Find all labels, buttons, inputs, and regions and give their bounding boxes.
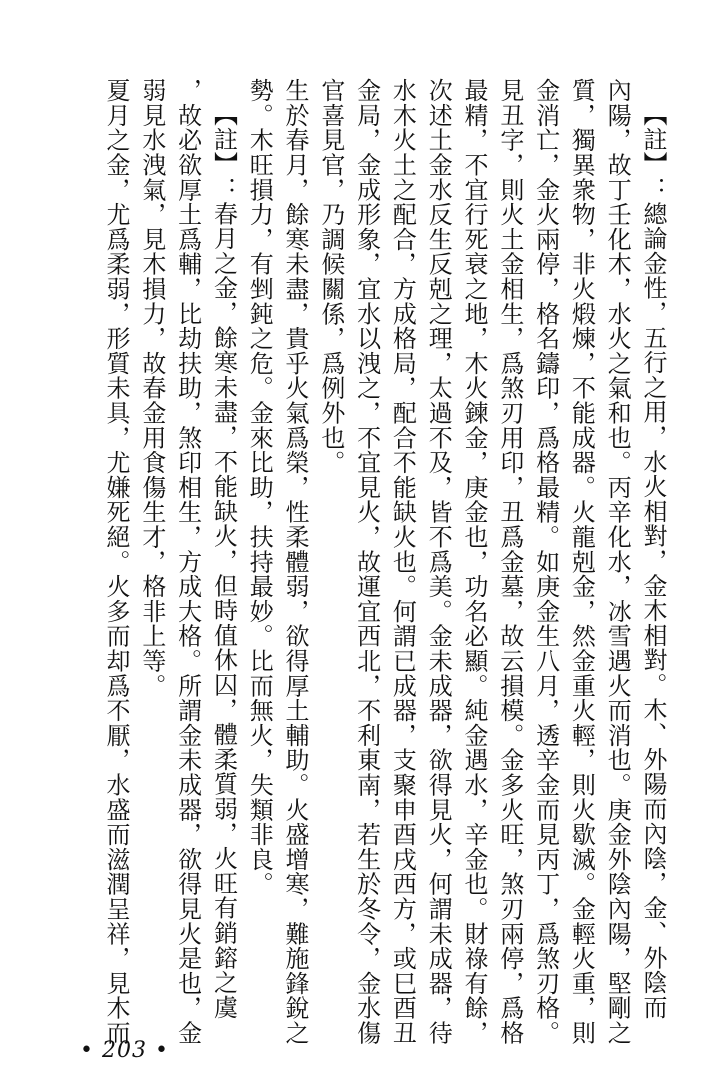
- text-column-8: 水木火土之配合，方成格局，配合不能缺火也。何謂已成器，支聚申酉戌西方，或巳酉丑: [388, 78, 417, 1046]
- text-column-9: 金局，金成形象，宜水以洩之，不宜見火，故運宜西北，不利東南，若生於冬令，金水傷: [352, 78, 381, 1046]
- folio-dot-right: •: [154, 1038, 169, 1063]
- text-column-7: 次述土金水反生反剋之理，太過不及，皆不爲美。金未成器，欲得見火，何謂未成器，待: [424, 78, 453, 1046]
- text-column-2: 內陽，故丁壬化木，水火之氣和也。丙辛化水，冰雪遇火而消也。庚金外陰內陽，堅剛之: [603, 78, 632, 1046]
- text-column-13: 【註】：春月之金，餘寒未盡，不能缺火，但時值休囚，體柔質弱，火旺有銷鎔之虞: [209, 102, 238, 1020]
- text-column-11: 生於春月，餘寒未盡，貴乎火氣爲榮，性柔體弱，欲得厚土輔助。火盛增寒，難施鋒銳之: [281, 78, 310, 1046]
- text-column-3: 質，獨異衆物，非火煅煉，不能成器。火龍剋金，然金重火輕，則火歇滅。金輕火重，則: [567, 78, 596, 1046]
- page-number-value: 203: [101, 1038, 147, 1063]
- text-column-16: 夏月之金，尤爲柔弱，形質未具，尤嫌死絕。火多而却爲不厭，水盛而滋潤呈祥，見木而: [102, 78, 131, 1046]
- folio-dot-left: •: [80, 1038, 94, 1063]
- text-column-6: 最精，不宜行死衰之地，木火鍊金，庚金也，功名必顯。純金遇水，辛金也。財祿有餘，: [460, 78, 489, 1046]
- vertical-text-body: [70, 78, 670, 1046]
- page-number: [80, 1038, 169, 1063]
- text-column-12: 勢。木旺損力，有剉鈍之危。金來比助，扶持最妙。比而無火，失類非良。: [245, 78, 274, 897]
- text-column-5: 見丑字，則火土金相生，爲煞刃用印，丑爲金墓，故云損模。金多火旺，煞刃兩停，爲格: [495, 78, 524, 1046]
- text-column-14: ，故必欲厚土爲輔，比劫扶助，煞印相生，方成大格。所謂金未成器，欲得見火是也，金: [173, 78, 202, 1046]
- text-column-15: 弱見水洩氣，見木損力，故春金用食傷生才，格非上等。: [137, 78, 166, 698]
- text-column-4: 金消亡，金火兩停，格名鑄印，爲格最精。如庚金生八月，透辛金而見丙丁，爲煞刃格。: [531, 78, 560, 1046]
- text-column-1: 【註】：總論金性，五行之用，水火相對，金木相對。木、外陽而內陰，金、外陰而: [639, 102, 667, 1020]
- text-column-10: 官喜見官，乃調候關係，爲例外也。: [316, 78, 345, 475]
